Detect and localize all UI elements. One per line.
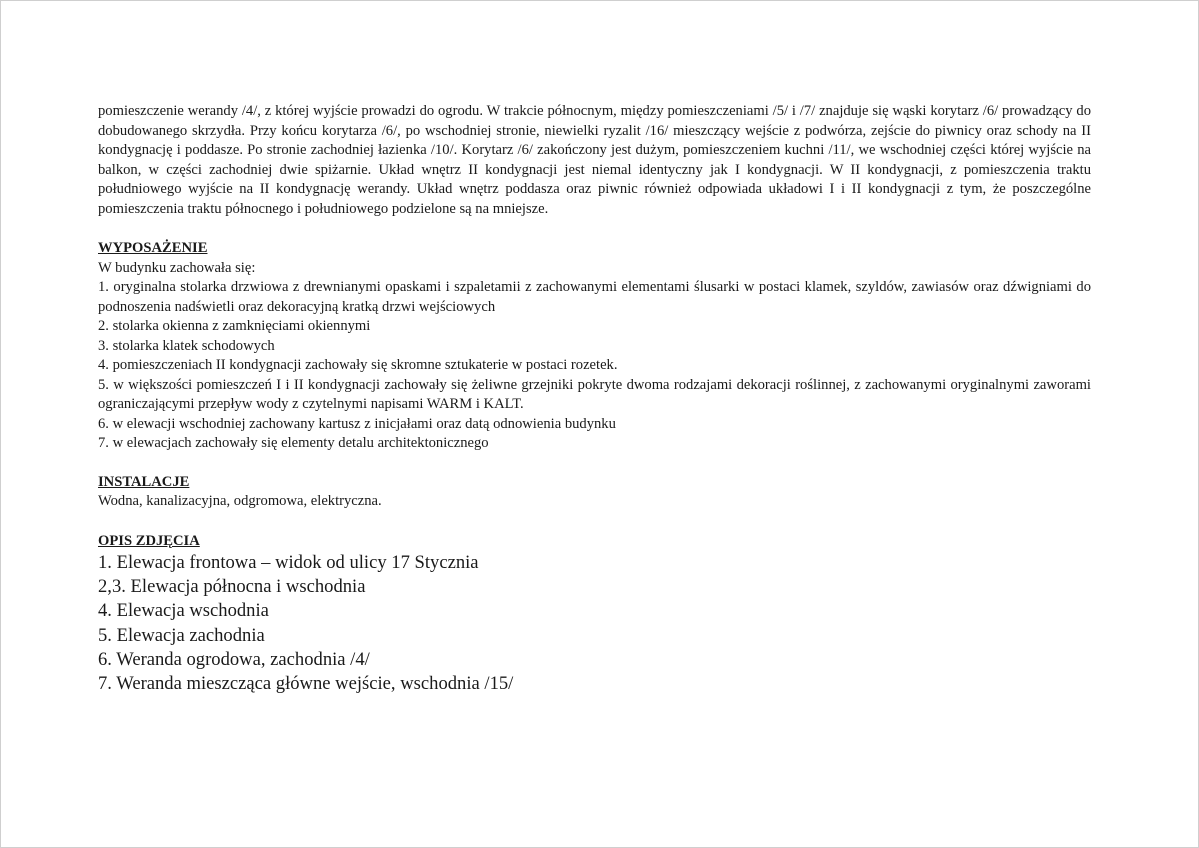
equipment-list <box>98 278 1091 454</box>
list-item: 2,3. Elewacja północna i wschodnia <box>98 576 366 598</box>
photos-heading: OPIS ZDJĘCIA <box>98 532 200 549</box>
equipment-heading: WYPOSAŻENIE <box>98 240 208 256</box>
list-item: 5. w większości pomieszczeń I i II kondygnacji zachowały się żeliwne grzejniki pokryte dwoma rodzajami dekoracji roślinnej, z zachowanymi oryginalnymi zaworami ograniczającymi przepływ wody z czytelnymi napisami WARM i KALT. <box>98 376 1091 412</box>
photos-section <box>98 532 1091 697</box>
photos-list <box>98 551 1091 696</box>
installations-text: Wodna, kanalizacyjna, odgromowa, elektryczna. <box>98 493 382 509</box>
list-item: 1. Elewacja frontowa – widok od ulicy 17 Stycznia <box>98 552 479 573</box>
list-item: 7. w elewacjach zachowały się elementy detalu architektonicznego <box>98 435 489 451</box>
list-item: 1. oryginalna stolarka drzwiowa z drewnianymi opaskami i szpaletamii z zachowanymi elementami ślusarki w postaci klamek, szyldów, zawiasów oraz dźwigniami do podnoszenia nadświetli oraz dekoracyjną kratką drzwi wejściowych <box>98 279 1091 315</box>
list-item: 4. pomieszczeniach II kondygnacji zachowały się skromne sztukaterie w postaci rozetek. <box>98 357 618 373</box>
installations-section <box>98 473 1091 512</box>
list-item: 5. Elewacja zachodnia <box>98 624 265 646</box>
list-item: 2. stolarka okienna z zamknięciami okiennymi <box>98 318 371 334</box>
equipment-section <box>98 239 1091 454</box>
installations-heading: INSTALACJE <box>98 473 190 490</box>
spacer <box>98 219 1091 239</box>
equipment-lead: W budynku zachowała się: <box>98 259 256 276</box>
intro-paragraph: pomieszczenie werandy /4/, z której wyjście prowadzi do ogrodu. W trakcie północnym, między pomieszczeniami /5/ i /7/ znajduje się wąski korytarz /6/ prowadzący do dobudowanego skrzydła. Przy końcu korytarza /6/, po wschodniej stronie, niewielki ryzalit /16/ mieszczący wejście z podwórza, zejście do piwnicy oraz schody na II kondygnację i poddasze. Po stronie zachodniej łazienka /10/. Korytarz /6/ zakończony jest dużym, pomieszczeniem kuchni /11/, we wschodniej części której wyjście na balkon, w części zachodniej dwie spiżarnie. Układ wnętrz II kondygnacji jest niemal identyczny jak I kondygnacji. W II kondygnacji, z pomieszczenia traktu południowego wyjście na II kondygnację werandy. Układ wnętrz poddasza oraz piwnic również odpowiada układowi I i II kondygnacji z tym, że poszczególne pomieszczenia traktu północnego i południowego podzielone są na mniejsze. <box>98 103 1091 217</box>
list-item: 7. Weranda mieszcząca główne wejście, wschodnia /15/ <box>98 673 514 695</box>
spacer <box>98 454 1091 473</box>
spacer <box>98 512 1091 532</box>
list-item: 6. w elewacji wschodniej zachowany kartusz z inicjałami oraz datą odnowienia budynku <box>98 415 616 432</box>
list-item: 3. stolarka klatek schodowych <box>98 337 275 354</box>
list-item: 6. Weranda ogrodowa, zachodnia /4/ <box>98 648 370 670</box>
document-body <box>98 102 1091 696</box>
list-item: 4. Elewacja wschodnia <box>98 600 269 622</box>
